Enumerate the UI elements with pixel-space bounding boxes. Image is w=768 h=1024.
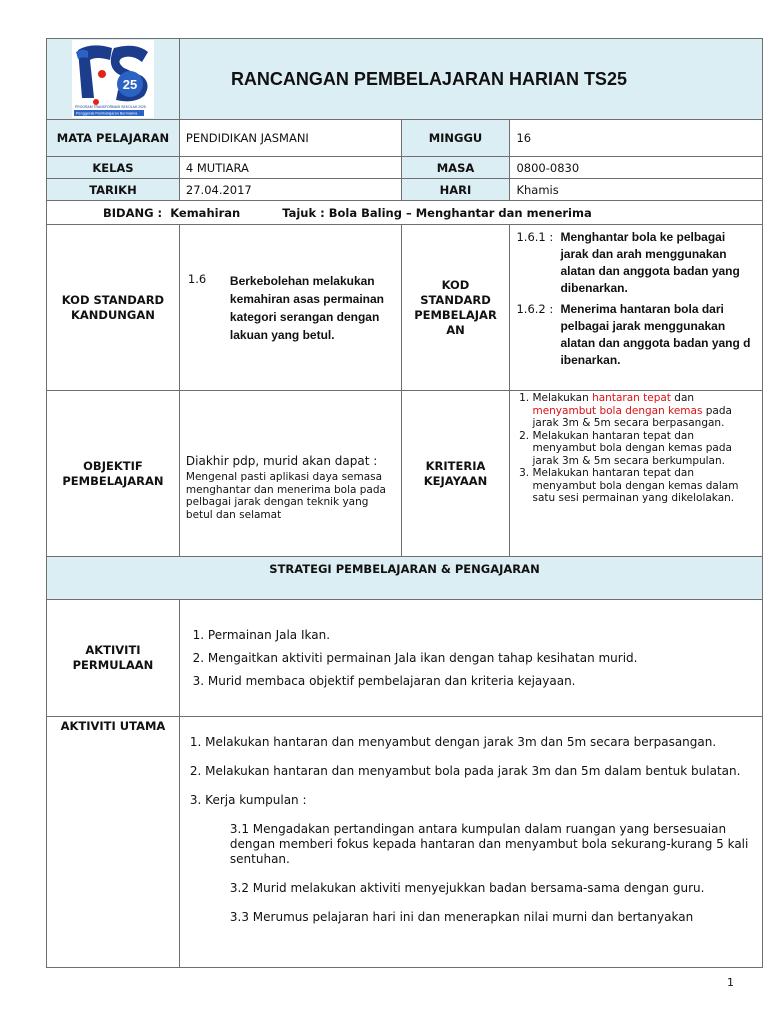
svg-text:PROGRAM TRANSFORMASI SEKOLAH 2: PROGRAM TRANSFORMASI SEKOLAH 2025 [74, 105, 146, 109]
masa-value: 0800-0830 [510, 157, 763, 179]
bidang-row [47, 201, 763, 225]
kelas-value: 4 MUTIARA [179, 157, 401, 179]
aktiviti-permulaan-label: AKTIVITI PERMULAAN [47, 600, 180, 717]
kelas-label: KELAS [47, 157, 180, 179]
page-number: 1 [727, 976, 734, 989]
ts25-logo-icon [72, 40, 154, 118]
kandungan-text: Berkebolehan melakukan kemahiran asas permainan kategori serangan dengan lakuan yang betul. [229, 273, 384, 342]
utama-sub-item: 3.1 Mengadakan pertandingan antara kumpulan dalam ruangan yang bersesuaian dengan memberi fokus kepada hantaran dan menyambut bola sekurang-kurang 5 kali sentuhan. [229, 822, 749, 866]
objektif-cell [179, 391, 401, 557]
kod-standard-pembelajaran-cell [510, 225, 763, 391]
mata-pelajaran-value: PENDIDIKAN JASMANI [179, 120, 401, 157]
utama-item: 3. Kerja kumpulan : [189, 793, 307, 807]
bidang-label: BIDANG : [103, 205, 163, 220]
permulaan-item: 1. Permainan Jala Ikan. [208, 628, 756, 642]
aktiviti-utama-cell [179, 717, 762, 968]
pembelajaran-item-text: Menerima hantaran bola dari pelbagai jarak menggunakan alatan dan anggota badan yang d ibenarkan. [560, 302, 751, 367]
pembelajaran-item-text: Menghantar bola ke pelbagai jarak dan arah menggunakan alatan dan anggota badan yang dibenarkan. [560, 230, 740, 295]
logo-cell [47, 39, 180, 120]
svg-text:25: 25 [122, 77, 138, 92]
pembelajaran-item-num: 1.6.1 : [516, 230, 554, 244]
hari-label: HARI [401, 179, 510, 201]
ts25-logo [72, 40, 154, 118]
kod-standard-kandungan-label: KOD STANDARD KANDUNGAN [47, 225, 180, 391]
tarikh-label: TARIKH [47, 179, 180, 201]
utama-item: 1. Melakukan hantaran dan menyambut dengan jarak 3m dan 5m secara berpasangan. [189, 735, 717, 749]
permulaan-list [186, 628, 756, 688]
tajuk-value: Bola Baling – Menghantar dan menerima [328, 205, 592, 220]
masa-label: MASA [401, 157, 510, 179]
tarikh-value: 27.04.2017 [179, 179, 401, 201]
kod-standard-pembelajaran-label: KOD STANDARD PEMBELAJAR AN [401, 225, 510, 391]
svg-text:Penggerak Pembelajaran Bermakn: Penggerak Pembelajaran Bermakna [75, 111, 138, 116]
hari-value: Khamis [510, 179, 763, 201]
aktiviti-permulaan-cell [179, 600, 762, 717]
kriteria-label: KRITERIA KEJAYAAN [401, 391, 510, 557]
strategi-title: STRATEGI PEMBELAJARAN & PENGAJARAN [47, 557, 763, 600]
kandungan-number: 1.6 [187, 271, 207, 286]
kriteria-item: 2. Melakukan hantaran tepat dan menyambut bola dengan kemas pada jarak 3m & 5m secara berkumpulan. [532, 430, 756, 468]
kriteria-cell [510, 391, 763, 557]
objektif-intro: Diakhir pdp, murid akan dapat : [185, 454, 378, 468]
tajuk-label: Tajuk : [282, 205, 325, 220]
permulaan-item: 3. Murid membaca objektif pembelajaran dan kriteria kejayaan. [208, 674, 756, 688]
utama-sub-item: 3.2 Murid melakukan aktiviti menyejukkan badan bersama-sama dengan guru. [229, 881, 705, 895]
mata-pelajaran-label: MATA PELAJARAN [47, 120, 180, 157]
kriteria-item: 1. Melakukan hantaran tepat dan menyambut bola dengan kemas pada jarak 3m & 5m secara berpasangan. [532, 392, 756, 430]
objektif-text: Mengenal pasti aplikasi daya semasa menghantar dan menerima bola pada pelbagai jarak dengan teknik yang betul dan selamat [185, 471, 386, 521]
utama-sub-item: 3.3 Merumus pelajaran hari ini dan menerapkan nilai murni dan bertanyakan [229, 910, 694, 924]
utama-item: 2. Melakukan hantaran dan menyambut bola pada jarak 3m dan 5m dalam bentuk bulatan. [189, 764, 741, 778]
pembelajaran-item [516, 229, 756, 297]
kriteria-item: 3. Melakukan hantaran tepat dan menyambut bola dengan kemas dalam satu sesi permainan yang dikelolakan. [532, 467, 756, 505]
pembelajaran-item [516, 301, 756, 369]
page-title: RANCANGAN PEMBELAJARAN HARIAN TS25 [179, 39, 762, 120]
minggu-value: 16 [510, 120, 763, 157]
minggu-label: MINGGU [401, 120, 510, 157]
objektif-label: OBJEKTIF PEMBELAJARAN [47, 391, 180, 557]
aktiviti-utama-label: AKTIVITI UTAMA [47, 717, 180, 968]
bidang-value: Kemahiran [170, 205, 241, 220]
kriteria-list [516, 392, 756, 505]
kod-standard-kandungan-cell [179, 225, 401, 391]
pembelajaran-item-num: 1.6.2 : [516, 302, 554, 316]
permulaan-item: 2. Mengaitkan aktiviti permainan Jala ikan dengan tahap kesihatan murid. [208, 651, 756, 665]
